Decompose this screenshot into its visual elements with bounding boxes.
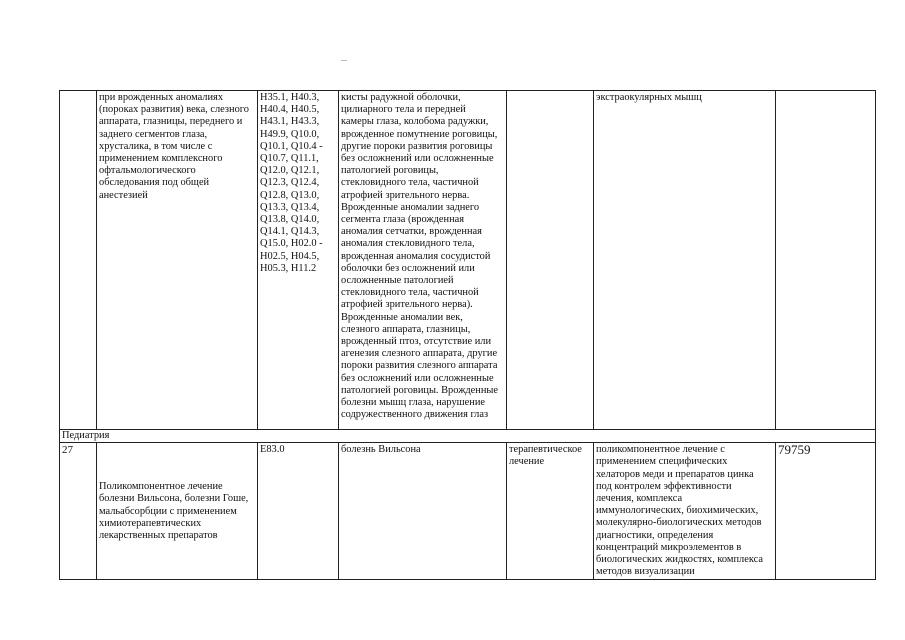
- patient-model-cell: болезнь Вильсона: [339, 443, 507, 580]
- patient-model-cell: кисты радужной оболочки, цилиарного тела и передней камеры глаза, колобома радужки, врожденное помутнение роговицы, другие пороки развития роговицы без осложнений или осложненные патологией роговицы, стекловидного тела, частичной атрофией зрительного нерва. Врожденные аномалии заднего сегмента глаза (врожденная аномалия сетчатки, врожденная аномалия стекловидного тела, врожденная аномалия сосудистой оболочки без осложнений или осложненные патологией стекловидного тела, частичной атрофией зрительного нерва). Врожденные аномалии век, слезного аппарата, глазницы, врожденный птоз, отсутствие или агенезия слезного аппарата, другие пороки развития слезного аппарата без осложнений или осложненные патологией роговицы. Врожденные болезни мышц глаза, нарушение содружественного движения глаз: [339, 91, 507, 430]
- treatment-type-cell: [507, 91, 594, 430]
- treatment-type-cell: терапевтическое лечение: [507, 443, 594, 580]
- price-cell: 79759: [776, 443, 876, 580]
- page-mark: [341, 60, 347, 61]
- icd-codes-cell: H35.1, H40.3, H40.4, H40.5, H43.1, H43.3, H49.9, Q10.0, Q10.1, Q10.4 - Q10.7, Q11.1, Q12.0, Q12.1, Q12.3, Q12.4, Q12.8, Q13.0, Q13.3, Q13.4, Q13.8, Q14.0, Q14.1, Q14.3, Q15.0, H02.0 - H02.5, H04.5, H05.3, H11.2: [258, 91, 339, 430]
- section-title: Педиатрия: [60, 430, 876, 443]
- treatment-method-cell: поликомпонентное лечение с применением специфических хелаторов меди и препаратов цинка под контролем эффективности лечения, комплекса иммунологических, биохимических, молекулярно-биологических методов диагностики, определения концентраций микроэлементов в биологических жидкостях, комплекса методов визуализации: [594, 443, 776, 580]
- row-number-cell: 27: [60, 443, 97, 580]
- care-profile-name-cell: Поликомпонентное лечение болезни Вильсона, болезни Гоше, мальабсорбции с применением химиотерапевтических лекарственных препаратов: [97, 443, 258, 580]
- row-number-cell: [60, 91, 97, 430]
- table-row-27: [60, 443, 876, 580]
- treatment-method-cell: экстраокулярных мышц: [594, 91, 776, 430]
- section-header-row: [60, 430, 876, 443]
- care-profile-name-cell: при врожденных аномалиях (пороках развития) века, слезного аппарата, глазницы, переднего и заднего сегментов глаза, хрусталика, в том числе с применением комплексного офтальмологического обследования под общей анестезией: [97, 91, 258, 430]
- medical-care-table: [59, 90, 876, 580]
- table-row-continuation: [60, 91, 876, 430]
- price-cell: [776, 91, 876, 430]
- icd-codes-cell: E83.0: [258, 443, 339, 580]
